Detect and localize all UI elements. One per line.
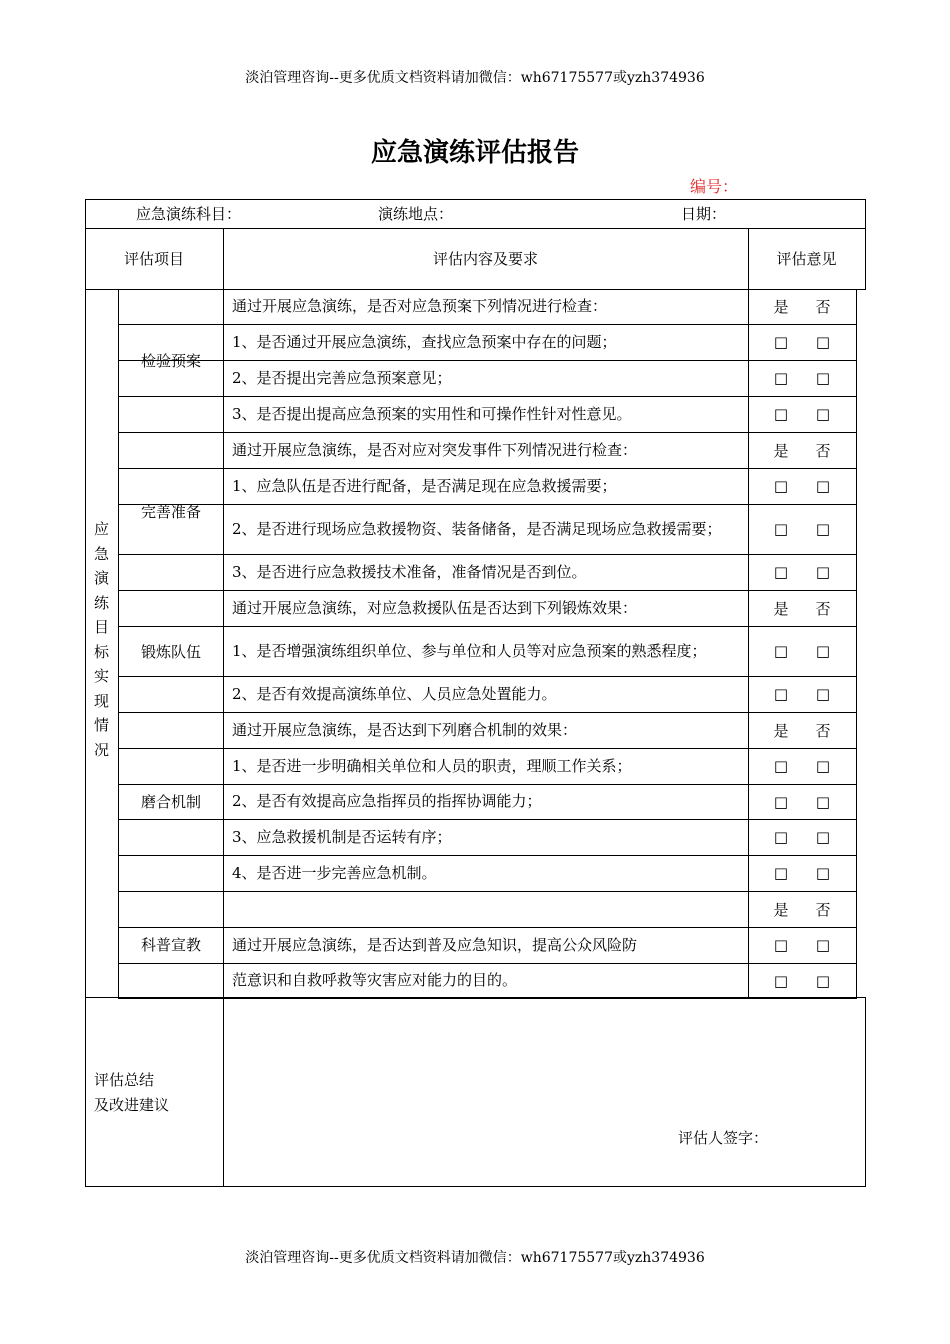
yes-checkbox[interactable]: □ <box>773 792 789 811</box>
yes-checkbox[interactable]: □ <box>773 828 789 846</box>
footer-note: 淡泊管理咨询--更多优质文档资料请加微信：wh67175577或yzh374936 <box>245 1250 705 1266</box>
table-rule <box>118 998 857 999</box>
subject-label: 应急演练科目： <box>136 205 242 223</box>
no-label: 否 <box>815 721 831 740</box>
yes-checkbox[interactable]: □ <box>773 642 789 660</box>
no-checkbox[interactable]: □ <box>815 520 831 538</box>
criterion-text: 3、是否提出提高应急预案的实用性和可操作性针对性意见。 <box>232 404 632 423</box>
criterion-text: 通过开展应急演练，是否达到普及应急知识，提高公众风险防 <box>232 935 638 954</box>
criterion-text: 2、是否有效提高应急指挥员的指挥协调能力； <box>232 792 542 810</box>
no-checkbox[interactable]: □ <box>815 864 831 882</box>
yes-no-checkboxes <box>748 468 856 504</box>
yes-no-header <box>748 712 856 748</box>
yes-no-checkboxes <box>748 784 856 819</box>
no-checkbox[interactable]: □ <box>815 685 831 703</box>
header-note: 淡泊管理咨询--更多优质文档资料请加微信：wh67175577或yzh374936 <box>245 70 705 86</box>
date-label: 日期： <box>681 205 727 223</box>
table-rule <box>85 199 866 200</box>
section-intro: 通过开展应急演练，是否达到下列磨合机制的效果： <box>232 720 578 739</box>
location-label: 演练地点： <box>378 205 454 223</box>
no-checkbox[interactable]: □ <box>815 477 831 495</box>
yes-checkbox[interactable]: □ <box>773 333 789 351</box>
yes-no-checkboxes <box>748 963 856 998</box>
yes-no-checkboxes <box>748 676 856 712</box>
yes-checkbox[interactable]: □ <box>773 971 789 990</box>
table-rule <box>865 199 866 290</box>
yes-no-checkboxes <box>748 819 856 855</box>
yes-no-checkboxes <box>748 927 856 963</box>
yes-checkbox[interactable]: □ <box>773 477 789 495</box>
section-name-3: 锻炼队伍 <box>140 642 201 661</box>
section-name-5: 科普宣教 <box>140 936 201 954</box>
criterion-text: 2、是否有效提高演练单位、人员应急处置能力。 <box>232 684 557 703</box>
no-label: 否 <box>815 900 831 919</box>
yes-no-checkboxes <box>748 855 856 891</box>
signature-label: 评估人签字： <box>678 1129 769 1147</box>
no-checkbox[interactable]: □ <box>815 971 831 990</box>
no-checkbox[interactable]: □ <box>815 757 831 775</box>
table-rule <box>118 891 857 892</box>
yes-no-checkboxes <box>748 324 856 360</box>
criterion-text: 1、是否通过开展应急演练，查找应急预案中存在的问题； <box>232 332 617 351</box>
yes-checkbox[interactable]: □ <box>773 757 789 775</box>
criterion-text: 范意识和自救呼救等灾害应对能力的目的。 <box>232 971 518 989</box>
no-checkbox[interactable]: □ <box>815 642 831 660</box>
section-name-1: 检验预案 <box>140 352 201 370</box>
yes-no-checkboxes <box>748 360 856 396</box>
no-checkbox[interactable]: □ <box>815 369 831 387</box>
no-checkbox[interactable]: □ <box>815 828 831 846</box>
no-checkbox[interactable]: □ <box>815 936 831 954</box>
column-header-item: 评估项目 <box>123 250 184 268</box>
category-label: 应 急 演 练 目 标 实 现 情 况 <box>93 520 109 759</box>
table-rule <box>223 228 224 1187</box>
document-title: 应急演练评估报告 <box>370 138 579 168</box>
column-header-opinion: 评估意见 <box>776 250 837 268</box>
no-checkbox[interactable]: □ <box>815 792 831 811</box>
section-name-2: 完善准备 <box>140 502 201 521</box>
yes-no-header <box>748 289 856 324</box>
summary-label-line2: 及改进建议 <box>94 1096 170 1114</box>
yes-no-header <box>748 432 856 468</box>
section-intro: 通过开展应急演练，是否对应对突发事件下列情况进行检查： <box>232 440 638 459</box>
criterion-text: 1、应急队伍是否进行配备，是否满足现在应急救援需要； <box>232 476 617 495</box>
yes-no-checkboxes <box>748 396 856 432</box>
section-intro: 通过开展应急演练，是否对应急预案下列情况进行检查： <box>232 297 608 315</box>
yes-checkbox[interactable]: □ <box>773 520 789 538</box>
criterion-text: 2、是否进行现场应急救援物资、装备储备，是否满足现场应急救援需要； <box>232 519 722 538</box>
yes-no-checkboxes <box>748 504 856 554</box>
section-name-4: 磨合机制 <box>140 793 201 811</box>
yes-checkbox[interactable]: □ <box>773 864 789 882</box>
table-rule <box>865 997 866 1187</box>
yes-no-checkboxes <box>748 554 856 590</box>
criterion-text: 1、是否增强演练组织单位、参与单位和人员等对应急预案的熟悉程度； <box>232 641 707 660</box>
criterion-text: 3、应急救援机制是否运转有序； <box>232 827 452 846</box>
no-checkbox[interactable]: □ <box>815 333 831 351</box>
yes-label: 是 <box>773 441 789 460</box>
yes-no-checkboxes <box>748 748 856 784</box>
criterion-text: 4、是否进一步完善应急机制。 <box>232 863 437 882</box>
yes-checkbox[interactable]: □ <box>773 685 789 703</box>
no-label: 否 <box>815 599 831 618</box>
yes-checkbox[interactable]: □ <box>773 369 789 387</box>
criterion-text: 1、是否进一步明确相关单位和人员的职责，理顺工作关系； <box>232 756 632 775</box>
yes-label: 是 <box>773 298 789 316</box>
yes-label: 是 <box>773 900 789 919</box>
no-checkbox[interactable]: □ <box>815 563 831 581</box>
column-header-content: 评估内容及要求 <box>432 250 538 268</box>
section-intro: 通过开展应急演练，对应急救援队伍是否达到下列锻炼效果： <box>232 598 638 617</box>
yes-no-header <box>748 590 856 626</box>
serial-number-label: 编号： <box>690 177 739 196</box>
yes-label: 是 <box>773 721 789 740</box>
criterion-text: 3、是否进行应急救援技术准备，准备情况是否到位。 <box>232 562 587 581</box>
yes-checkbox[interactable]: □ <box>773 405 789 423</box>
summary-label-line1: 评估总结 <box>94 1071 155 1089</box>
table-rule <box>85 1186 866 1187</box>
no-label: 否 <box>815 441 831 460</box>
yes-no-checkboxes <box>748 626 856 676</box>
no-label: 否 <box>815 298 831 316</box>
criterion-text: 2、是否提出完善应急预案意见； <box>232 368 452 387</box>
yes-checkbox[interactable]: □ <box>773 563 789 581</box>
yes-checkbox[interactable]: □ <box>773 936 789 954</box>
no-checkbox[interactable]: □ <box>815 405 831 423</box>
yes-no-header <box>748 891 856 927</box>
yes-label: 是 <box>773 599 789 618</box>
